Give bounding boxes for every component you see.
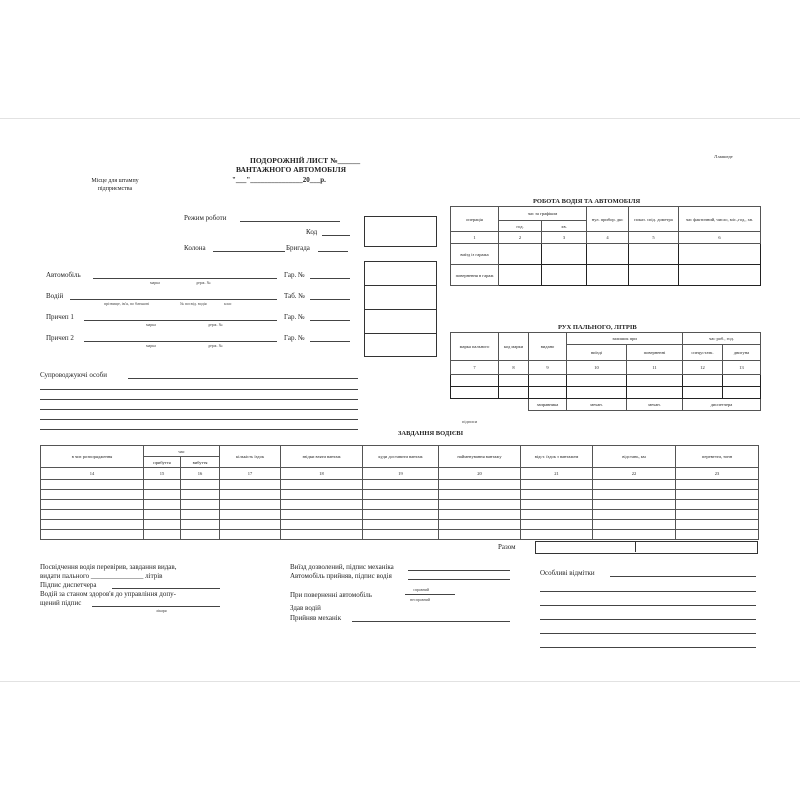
code-label: Код — [306, 228, 318, 236]
tt-cell[interactable] — [281, 510, 363, 520]
escort-field-2[interactable] — [40, 389, 358, 390]
footer-mid-3: При поверненні автомобіль — [290, 591, 372, 599]
tt-cell[interactable] — [281, 480, 363, 490]
tt-cell[interactable] — [181, 480, 220, 490]
wt-h-operation: операція — [451, 207, 499, 232]
tt-h-distance: відст. їздок з вантажем — [521, 446, 593, 468]
tt-cell[interactable] — [439, 480, 521, 490]
tt-cell[interactable] — [281, 520, 363, 530]
ft-num: 12 — [683, 361, 723, 375]
footer-mid-1: Виїзд дозволений, підпис механіка — [290, 563, 394, 571]
footer-mid-5: Прийняв механік — [290, 614, 342, 622]
tt-cell[interactable] — [220, 500, 281, 510]
ft-cell[interactable] — [723, 387, 761, 399]
waybill-sheet — [0, 118, 800, 682]
total-box[interactable] — [535, 541, 758, 554]
work-table — [450, 206, 761, 286]
corner-label: Л.машеде — [714, 154, 733, 159]
tt-cell[interactable] — [281, 500, 363, 510]
wt-num: 5 — [629, 232, 679, 244]
tt-cell[interactable] — [521, 490, 593, 500]
wt-num: 4 — [587, 232, 629, 244]
tt-cell[interactable] — [439, 500, 521, 510]
footer-mid-4: Здав водій — [290, 604, 321, 612]
car-label: Автомобіль — [46, 271, 81, 279]
driver-tab-field[interactable] — [310, 299, 350, 300]
trailer1-label: Причеп 1 — [46, 313, 74, 321]
escort-field-5[interactable] — [40, 419, 358, 420]
tt-h-cargo: найменування вантажу — [439, 446, 521, 468]
ft-cell[interactable] — [529, 375, 567, 387]
wt-num: 6 — [679, 232, 761, 244]
tt-cell[interactable] — [593, 490, 676, 500]
ft-num: 7 — [451, 361, 499, 375]
tt-h-from: звідки взяти вантаж — [281, 446, 363, 468]
ft-sig-dispatcher: диспетчера — [683, 399, 761, 411]
tt-num: 14 — [41, 468, 144, 480]
wt-cell[interactable] — [542, 244, 587, 265]
tt-cell[interactable] — [521, 480, 593, 490]
ft-cell[interactable] — [723, 375, 761, 387]
trailer2-field[interactable] — [84, 341, 277, 342]
special-notes-field-1[interactable] — [610, 576, 756, 577]
tt-cell[interactable] — [521, 500, 593, 510]
escort-label: Супроводжуючі особи — [40, 371, 107, 379]
footer-left-4: Водій за станом здоров'я до управління допу- — [40, 590, 176, 598]
tt-cell[interactable] — [593, 510, 676, 520]
tt-cell[interactable] — [41, 490, 144, 500]
tt-cell[interactable] — [41, 530, 144, 540]
driver-accept-signature-field[interactable] — [408, 579, 510, 580]
ft-sig-label: підписи — [462, 419, 478, 424]
tt-cell[interactable] — [144, 530, 181, 540]
ft-cell[interactable] — [683, 387, 723, 399]
wt-cell[interactable] — [587, 244, 629, 265]
mode-label: Режим роботи — [184, 214, 227, 222]
tt-cell[interactable] — [144, 520, 181, 530]
tt-cell[interactable] — [363, 520, 439, 530]
tt-h-to: куди доставити вантаж — [363, 446, 439, 468]
column-label: Колона — [184, 244, 206, 252]
ft-cell[interactable] — [499, 375, 529, 387]
tt-cell[interactable] — [676, 530, 759, 540]
wt-cell[interactable] — [499, 244, 542, 265]
escort-field-1[interactable] — [128, 378, 358, 379]
ft-h-brand: марка пального — [451, 333, 499, 361]
special-notes-field-5[interactable] — [540, 633, 756, 634]
wt-h-hours: год. — [499, 221, 542, 232]
date-line: "___"_______________20___р. — [232, 176, 326, 184]
wt-h-speedo2: показ. спід. дометра — [629, 207, 679, 232]
task-table-title: ЗАВДАННЯ ВОДІЄВІ — [398, 430, 464, 437]
tt-cell[interactable] — [281, 530, 363, 540]
ft-h-code: код марки — [499, 333, 529, 361]
wt-h-schedule: час за графіком — [499, 207, 587, 221]
tt-h-arrival: прибуття — [144, 457, 181, 468]
trailer2-hint-state-no: держ. № — [208, 343, 223, 348]
ft-cell[interactable] — [451, 387, 499, 399]
tt-cell[interactable] — [281, 490, 363, 500]
tt-cell[interactable] — [181, 500, 220, 510]
total-label: Разом — [498, 543, 516, 551]
tt-cell[interactable] — [676, 510, 759, 520]
tt-cell[interactable] — [144, 490, 181, 500]
footer-left-3: Підпис диспетчера — [40, 581, 97, 589]
tt-cell[interactable] — [220, 480, 281, 490]
ft-cell[interactable] — [567, 375, 627, 387]
tt-cell[interactable] — [41, 500, 144, 510]
tt-num: 20 — [439, 468, 521, 480]
ft-num: 8 — [499, 361, 529, 375]
tt-cell[interactable] — [363, 490, 439, 500]
tt-num: 21 — [521, 468, 593, 480]
ft-h-issued: видано — [529, 333, 567, 361]
footer-left-2: видати пального _______________ літрів — [40, 572, 163, 580]
wt-h-speedo: нул. прибор. дкс — [587, 207, 629, 232]
doctor-hint: лікаря — [156, 608, 167, 613]
trailer1-hint-state-no: держ. № — [208, 322, 223, 327]
wt-cell[interactable] — [542, 265, 587, 286]
car-garage-label: Гар. № — [284, 271, 305, 279]
ft-num: 10 — [567, 361, 627, 375]
tt-num: 17 — [220, 468, 281, 480]
mechanic-signature-field[interactable] — [408, 570, 510, 571]
ft-h-engine: двигуна — [723, 345, 761, 361]
ft-cell[interactable] — [683, 375, 723, 387]
ft-h-remain: залишок при — [567, 333, 683, 345]
driver-field[interactable] — [70, 299, 277, 300]
ft-cell[interactable] — [529, 387, 567, 399]
footer-left-1: Посвідчення водія перевірив, завдання видав, — [40, 563, 177, 571]
ft-cell[interactable] — [451, 375, 499, 387]
tt-cell[interactable] — [521, 530, 593, 540]
ft-sig-mech2: механ. — [627, 399, 683, 411]
fuel-table-title: РУХ ПАЛЬНОГО, ЛІТРІВ — [558, 324, 637, 331]
ft-sig-mech1: механ. — [567, 399, 627, 411]
column-field[interactable] — [213, 251, 285, 252]
work-table-title: РОБОТА ВОДІЯ ТА АВТОМОБІЛЯ — [533, 198, 641, 205]
wt-cell[interactable] — [629, 265, 679, 286]
tt-cell[interactable] — [41, 520, 144, 530]
brigade-field[interactable] — [318, 251, 348, 252]
tt-cell[interactable] — [593, 530, 676, 540]
wt-num: 3 — [542, 232, 587, 244]
mode-field[interactable] — [240, 221, 340, 222]
tt-cell[interactable] — [220, 520, 281, 530]
wt-cell[interactable] — [499, 265, 542, 286]
ft-h-return: поверненні — [627, 345, 683, 361]
wt-cell[interactable] — [587, 265, 629, 286]
tt-cell[interactable] — [676, 500, 759, 510]
tt-cell[interactable] — [144, 500, 181, 510]
special-notes-field-6[interactable] — [540, 647, 756, 648]
trailer1-hint-mark: марка — [146, 322, 156, 327]
tt-cell[interactable] — [220, 530, 281, 540]
tt-cell[interactable] — [181, 490, 220, 500]
tt-num: 15 — [144, 468, 181, 480]
driver-label: Водій — [46, 292, 64, 300]
tt-h-time: час — [144, 446, 220, 457]
return-option-faulty[interactable]: несправний — [410, 597, 431, 602]
tt-cell[interactable] — [439, 520, 521, 530]
return-condition-divider — [405, 594, 455, 595]
tt-cell[interactable] — [521, 510, 593, 520]
ft-cell[interactable] — [499, 387, 529, 399]
trailer2-garage-field[interactable] — [310, 341, 350, 342]
tt-cell[interactable] — [363, 510, 439, 520]
ft-h-departure: виїзді — [567, 345, 627, 361]
wt-cell[interactable] — [629, 244, 679, 265]
special-notes-field-4[interactable] — [540, 619, 756, 620]
tt-h-disposal: в чиє розпорядження — [41, 446, 144, 468]
brigade-label: Бригада — [286, 244, 310, 252]
trailer2-garage-label: Гар. № — [284, 334, 305, 342]
footer-right-1: Особливі відмітки — [540, 569, 595, 577]
tt-cell[interactable] — [676, 520, 759, 530]
car-hint-mark: марка — [150, 280, 160, 285]
special-notes-field-3[interactable] — [540, 605, 756, 606]
stamp-place-label: Місце для штампу підприємства — [91, 178, 139, 192]
trailer2-hint-mark: марка — [146, 343, 156, 348]
tt-cell[interactable] — [363, 530, 439, 540]
tt-cell[interactable] — [363, 480, 439, 490]
tt-cell[interactable] — [439, 490, 521, 500]
return-option-ok[interactable]: справний — [413, 587, 430, 592]
footer-left-5: щений підпис — [40, 599, 82, 607]
driver-hint-class: клас — [224, 301, 232, 306]
tt-cell[interactable] — [144, 480, 181, 490]
escort-field-3[interactable] — [40, 399, 358, 400]
wt-h-actual: час фактичний, число, міс.,год., хв. — [679, 207, 761, 232]
doctor-signature-field[interactable] — [92, 606, 220, 607]
ft-num: 13 — [723, 361, 761, 375]
mechanic-accept-signature-field[interactable] — [352, 621, 510, 622]
ft-cell[interactable] — [627, 375, 683, 387]
stamp-box — [364, 261, 437, 357]
car-garage-field[interactable] — [310, 278, 350, 279]
trailer1-garage-label: Гар. № — [284, 313, 305, 321]
ft-num: 11 — [627, 361, 683, 375]
tt-cell[interactable] — [220, 490, 281, 500]
tt-h-trips: кількість їздок — [220, 446, 281, 468]
ft-cell[interactable] — [567, 387, 627, 399]
tt-cell[interactable] — [181, 510, 220, 520]
tt-h-dist-km: відстань, км — [593, 446, 676, 468]
tt-num: 18 — [281, 468, 363, 480]
driver-tab-label: Таб. № — [284, 292, 305, 300]
tt-cell[interactable] — [521, 520, 593, 530]
tt-num: 22 — [593, 468, 676, 480]
tt-cell[interactable] — [181, 530, 220, 540]
car-field[interactable] — [93, 278, 277, 279]
fuel-table — [450, 332, 761, 411]
wt-row-depart: виїзд із гаража — [451, 244, 499, 265]
special-notes-field-2[interactable] — [540, 591, 756, 592]
tt-cell[interactable] — [593, 500, 676, 510]
tt-cell[interactable] — [593, 520, 676, 530]
driver-hint-license: № посвід. водія — [180, 301, 207, 306]
tt-num: 16 — [181, 468, 220, 480]
tt-num: 19 — [363, 468, 439, 480]
wt-cell[interactable] — [679, 244, 761, 265]
tt-cell[interactable] — [676, 490, 759, 500]
code-field[interactable] — [322, 235, 350, 236]
ft-num: 9 — [529, 361, 567, 375]
wt-num: 2 — [499, 232, 542, 244]
car-hint-state-no: держ. № — [196, 280, 211, 285]
tt-cell[interactable] — [41, 510, 144, 520]
tt-cell[interactable] — [439, 530, 521, 540]
driver-hint-name: прізвище, ім'я, по батькові — [104, 301, 150, 306]
tt-num: 23 — [676, 468, 759, 480]
tt-cell[interactable] — [363, 500, 439, 510]
ft-h-equip: спецустатк. — [683, 345, 723, 361]
ft-h-time: час роб., год. — [683, 333, 761, 345]
wt-row-return: повернення в гараж — [451, 265, 499, 286]
tt-h-departure: вибуття — [181, 457, 220, 468]
wt-num: 1 — [451, 232, 499, 244]
wt-cell[interactable] — [679, 265, 761, 286]
tt-cell[interactable] — [41, 480, 144, 490]
dispatcher-signature-field[interactable] — [112, 588, 220, 589]
title-line2: ВАНТАЖНОГО АВТОМОБІЛЯ — [236, 165, 347, 174]
ft-cell[interactable] — [627, 387, 683, 399]
tt-h-tons: перевезти, тонн — [676, 446, 759, 468]
escort-field-6[interactable] — [40, 429, 358, 430]
trailer1-field[interactable] — [84, 320, 277, 321]
task-table — [40, 445, 759, 540]
ft-sig-refueler: заправника — [529, 399, 567, 411]
tt-cell[interactable] — [439, 510, 521, 520]
title-line1: ПОДОРОЖНІЙ ЛИСТ №______ — [250, 156, 361, 165]
code-box — [364, 216, 437, 247]
tt-cell[interactable] — [593, 480, 676, 490]
tt-cell[interactable] — [220, 510, 281, 520]
wt-h-minutes: хв. — [542, 221, 587, 232]
escort-field-4[interactable] — [40, 409, 358, 410]
tt-cell[interactable] — [676, 480, 759, 490]
trailer1-garage-field[interactable] — [310, 320, 350, 321]
tt-cell[interactable] — [144, 510, 181, 520]
footer-mid-2: Автомобіль прийняв, підпис водія — [290, 572, 392, 580]
tt-cell[interactable] — [181, 520, 220, 530]
trailer2-label: Причеп 2 — [46, 334, 74, 342]
